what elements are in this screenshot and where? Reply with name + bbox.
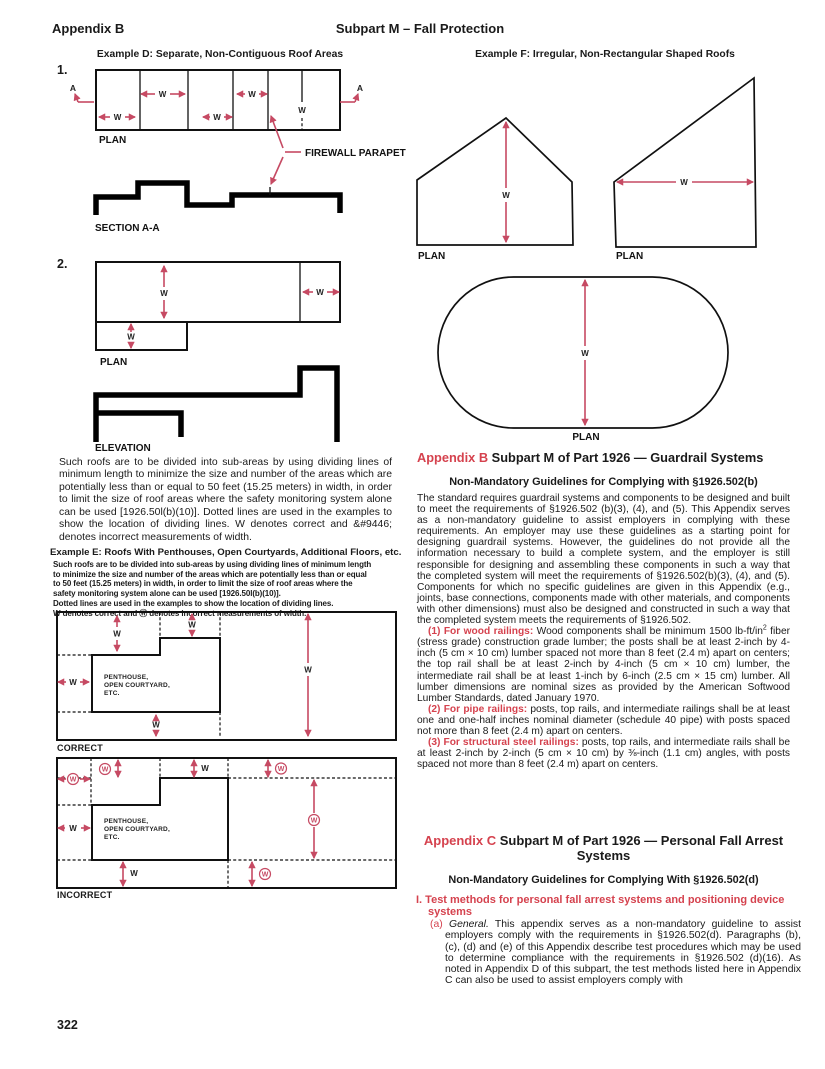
paragraph-a-label: (a) [430, 919, 449, 930]
circled-w: W [261, 871, 269, 879]
width-label: W [160, 289, 168, 298]
diagram-d2-plan-elevation [40, 255, 410, 455]
item-lead: (2) For pipe railings: [428, 703, 528, 715]
svg-text:PENTHOUSE,: PENTHOUSE, [104, 818, 149, 825]
diagram-d1-plan-section [40, 62, 410, 237]
steel-railings-item [417, 737, 790, 770]
plan-label: PLAN [100, 357, 128, 368]
note-line: to minimize the size and number of the areas which are potentially less than or equal [53, 569, 367, 579]
svg-text:OPEN COURTYARD,: OPEN COURTYARD, [104, 826, 170, 833]
elevation-label: ELEVATION [95, 443, 151, 454]
example-d-title: Example D: Separate, Non-Contiguous Roof Areas [96, 49, 344, 60]
diagram-2-number: 2. [57, 257, 68, 271]
section-a-a-profile [96, 183, 340, 215]
example-f-title: Example F: Irregular, Non-Rectangular Shaped Roofs [475, 49, 735, 60]
diagram-e-correct [50, 607, 400, 757]
item-lead: (3) For structural steel railings: [428, 737, 579, 749]
firewall-parapet-label: FIREWALL PARAPET [305, 148, 406, 159]
width-label: W [113, 113, 122, 122]
note-line: to 50 feet (15.25 meters) in width, in order to limit the size of roof areas where the [53, 579, 353, 589]
width-label: W [127, 332, 135, 342]
pipe-railings-item [417, 704, 790, 737]
width-label: W [188, 620, 196, 630]
note-line: W denotes correct and Ⓦ denotes incorrect measurements of width. [53, 608, 307, 618]
width-label: W [113, 629, 121, 639]
appendix-b-label: Appendix B [417, 450, 492, 465]
circled-w: W [69, 776, 77, 784]
width-label: W [152, 720, 160, 730]
width-label: W [581, 349, 589, 358]
appendix-c-subtitle: Non-Mandatory Guidelines for Complying With §1926.502(d) [448, 874, 759, 886]
width-label: W [298, 106, 306, 115]
appendix-b-subtitle: Non-Mandatory Guidelines for Complying with §1926.502(b) [449, 476, 758, 488]
paragraph-a-lead: General. [448, 919, 489, 930]
plan-label: PLAN [99, 135, 127, 146]
paragraph-a [430, 919, 801, 987]
diagram-f-shapes [410, 62, 810, 442]
width-label: W [213, 113, 221, 122]
section-a-label: A [356, 83, 364, 93]
appendix-c-label: Appendix C [423, 833, 500, 848]
width-label: W [201, 764, 209, 773]
circled-w: W [277, 766, 285, 773]
correct-label: CORRECT [57, 743, 103, 753]
section-aa-label: SECTION A-A [95, 223, 160, 234]
page-number: 322 [57, 1018, 78, 1032]
width-label: W [502, 191, 510, 200]
item-text: posts, top rails, and intermediate railings shall be at least one and one-half inches nominal diameter (schedule 40 pipe) with posts spaced not more than 8 feet (2.4 m) apart on centers. [417, 703, 790, 737]
diagram-1-number: 1. [57, 63, 68, 77]
elevation-profile [96, 368, 337, 442]
paragraph-a-text: This appendix serves as a non-mandatory guideline to assist employers comply with the requirements in §1926.502(d). Paragraphs (b), (c), (d) and (e) of this Appendix describe test procedures which may be used to determine compliance with the requirements in §1926.502 (d)(16). As noted in Appendix D of this subpart, the test methods listed here in Appendix C can also be used to assist employers comply with [445, 919, 801, 987]
page-title: Subpart M – Fall Protection [335, 21, 505, 36]
section-cut-markers [70, 83, 363, 102]
plan-label: PLAN [572, 432, 600, 443]
note-line: safety monitoring system alone can be used [1926.50l(b)(10)]. [53, 589, 281, 599]
svg-text:ETC.: ETC. [104, 834, 120, 841]
example-e-title: Example E: Roofs With Penthouses, Open Courtyards, Additional Floors, etc. [50, 547, 402, 558]
firewall-parapet-callout [271, 116, 406, 184]
appendix-b-heading [417, 450, 763, 465]
plan-2-width-arrows [127, 266, 339, 348]
note-line: Such roofs are to be divided into sub-areas by using dividing lines of minimum length [53, 560, 372, 569]
appendix-b-title: Subpart M of Part 1926 — Guardrail Systems [491, 450, 764, 465]
svg-text:ETC.: ETC. [104, 690, 120, 697]
stadium-roof [438, 277, 728, 443]
width-label: W [69, 678, 77, 687]
note-line: Dotted lines are used in the examples to show the location of dividing lines. [53, 598, 334, 608]
item-lead: (1) For wood railings: [428, 626, 534, 638]
item-text: posts, top rails, and intermediate rails shall be at least 2-inch by 2-inch (5 cm × 10 cm) by ⅜-inch (1.1 cm) angles, with posts spaced not more than 8 feet (2.4 m) apart on centers. [417, 737, 790, 771]
incorrect-label: INCORRECT [57, 890, 113, 900]
pentagon-roof [417, 118, 573, 262]
appendix-c-title: Subpart M of Part 1926 — Personal Fall Arrest Systems [499, 833, 784, 863]
width-label: W [158, 90, 167, 99]
sloped-roof [614, 78, 756, 262]
circled-w: W [101, 766, 109, 774]
example-d-description: Such roofs are to be divided into sub-areas by using dividing lines of minimum length to minimize the size and number of the areas which are potentially less than or equal to 50 feet (15.25 meters) in width, in order to limit the size of roof areas where the safety monitoring system alone can be used [1926.50l(b)(10)]. Dotted lines are used in the examples to show the location of dividing lines. W denotes correct and &#9446; denotes incorrect measurements of width. [59, 457, 392, 543]
wood-railings-item [417, 626, 790, 704]
svg-text:OPEN COURTYARD,: OPEN COURTYARD, [104, 682, 170, 689]
plan-label: PLAN [418, 251, 446, 262]
section-i-heading: I. Test methods for personal fall arrest systems and positioning device systems [416, 894, 785, 918]
width-label: W [130, 869, 138, 878]
width-label: W [69, 824, 77, 833]
circled-w: W [310, 817, 318, 825]
diagram-e-incorrect [50, 755, 400, 895]
guardrail-intro-paragraph: The standard requires guardrail systems and components to be designed and built to meet the requirements of §1926.502 (b)(3), (4), and (5). This Appendix serves as a non-mandatory guideline to assist employers in complying with these requirements. An employer may use these guidelines as a starting point for designing guardrail systems. However, the guidelines do not provide all the information necessary to build a complete system, and the employer is still responsible for designing and assembling these components in such a way that the completed system will meet the requirements of §1926.502(b)(3), (4), and (5). Components for which no specific guidelines are given in this Appendix (e.g., joints, base connections, components made with other materials, and components with other dimensions) must also be designed and constructed in such a way that the completed system meets the requirements of §1926.502. [417, 493, 790, 627]
appendix-c-heading [417, 834, 790, 863]
item-text: Wood components shall be minimum 1500 lb-ft/in [533, 626, 763, 638]
width-label: W [248, 90, 256, 99]
width-label: W [316, 288, 324, 297]
appendix-b-body [417, 493, 790, 770]
header-appendix-label: Appendix B [52, 21, 125, 36]
width-label: W [680, 178, 688, 187]
superscript: 2 [762, 624, 767, 632]
item-text: fiber (stress grade) construction grade lumber; the posts shall be at least 2-inch by 4-inch (5 cm × 10 cm) lumber spaced not more than 8 feet (2.4 m) apart on centers; the top rail shall be at least 2-inch by 4-inch (5 cm × 10 cm) lumber, the intermediate rail shall be at least 1-inch by 6-inch (2.5 cm × 15 cm) lumber. All lumber dimensions are nominal sizes as provided by the American Softwood Lumber Standards, dated January 1970. [417, 626, 791, 704]
svg-text:PENTHOUSE,: PENTHOUSE, [104, 674, 149, 681]
plan-label: PLAN [616, 251, 644, 262]
plan-1-width-arrows [99, 90, 306, 122]
section-a-label: A [69, 83, 77, 93]
width-label: W [304, 665, 312, 675]
